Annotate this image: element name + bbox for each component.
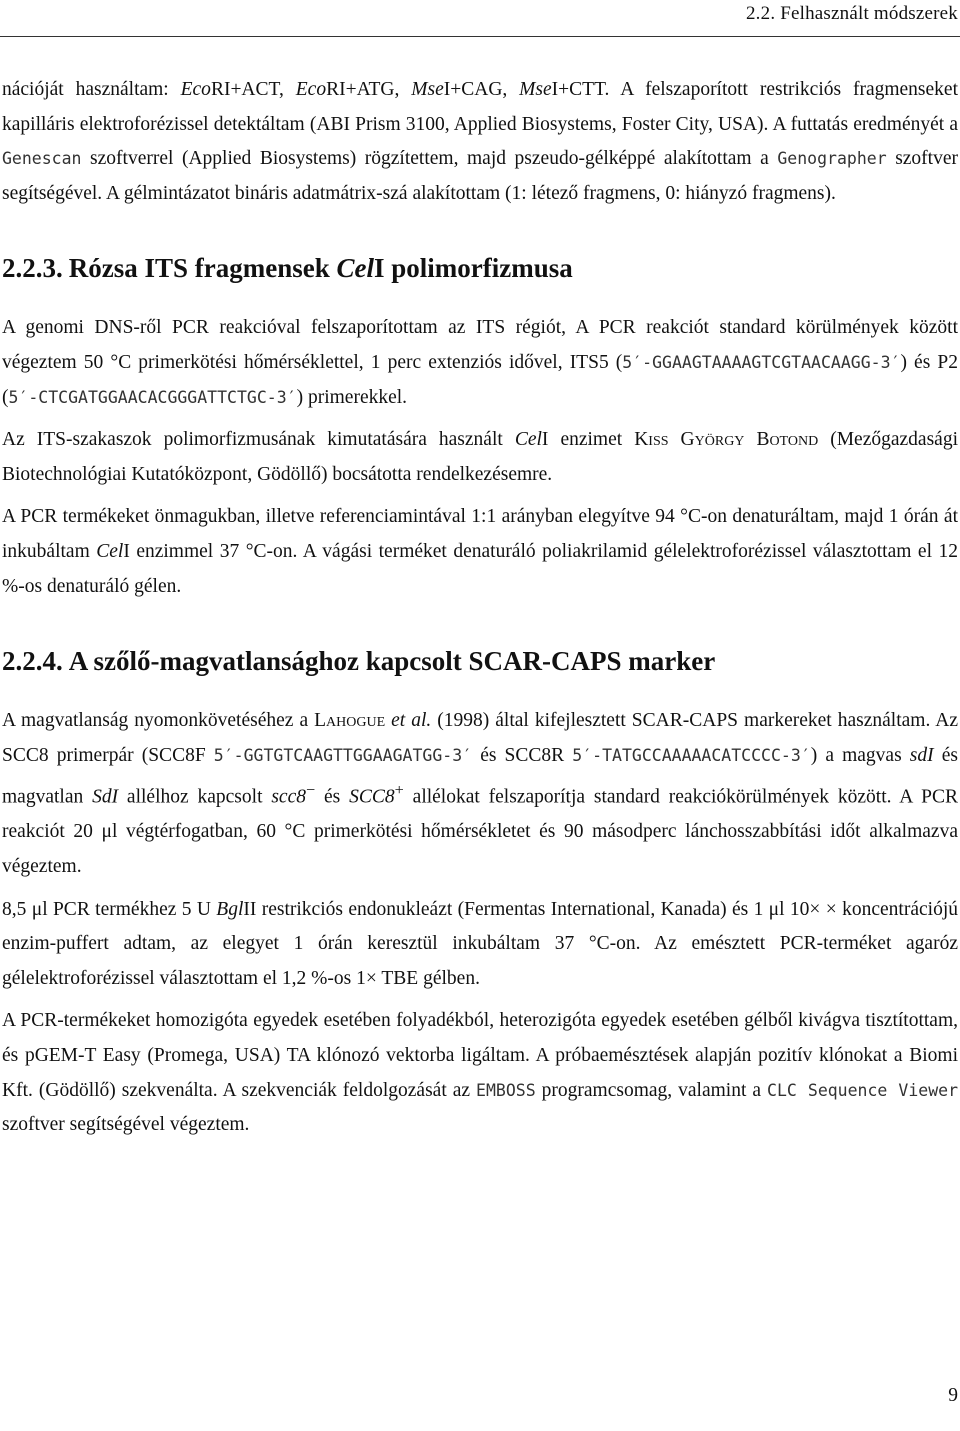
- enzyme-name: Mse: [411, 79, 444, 100]
- paragraph-restriction-digest: [2, 893, 958, 997]
- text: I enzimmel 37 °C-on. A vágási terméket denaturáló poliakrilamid gélelektroforézissel választottam el 12 %-os denaturáló gélen.: [2, 540, 958, 597]
- enzyme-name: Eco: [180, 79, 211, 100]
- paragraph-scar-caps: [2, 704, 958, 884]
- enzyme-name: Bgl: [216, 898, 244, 920]
- text: szoftverrel (Applied Biosystems) rögzítettem, majd pszeudo-gélképpé alakítottam a: [81, 148, 778, 170]
- text: I+CTT. A felszaporított restrikciós fragmenseket kapilláris elektroforézissel detektáltam (ABI Prism 3100, Applied Biosystems, Foster City, USA). A futtatás eredményét a: [2, 79, 958, 135]
- page-body: [2, 73, 958, 1151]
- text: és: [315, 786, 350, 808]
- text: és magvatlan: [2, 744, 959, 808]
- page-number: 9: [948, 1385, 958, 1406]
- text: A genomi DNS-ről PCR reakcióval felszaporítottam az ITS régiót, A PCR reakciót standard körülmények között végeztem 50 °C primerkötési hőmérséklettel, 1 perc extenziós idővel, ITS5 (: [2, 317, 958, 373]
- section-title: A szőlő-magvatlansághoz kapcsolt SCAR-CAPS marker: [68, 646, 716, 677]
- section-number: 2.2.3.: [2, 253, 63, 284]
- allele-name: sdI: [909, 744, 934, 766]
- author-name: Lahogue: [314, 710, 386, 732]
- text: és SCC8R: [472, 744, 573, 766]
- text: allélhoz kapcsolt: [118, 786, 272, 808]
- text: ) primerekkel.: [296, 386, 408, 408]
- text: szoftver segítségével végeztem.: [2, 1114, 250, 1136]
- enzyme-name: Mse: [519, 79, 552, 100]
- text: A magvatlanság nyomonkövetéséhez a: [2, 710, 315, 732]
- header-rule: [0, 36, 960, 37]
- superscript: −: [306, 781, 316, 800]
- enzyme-name: Cel: [96, 540, 124, 562]
- paragraph-its-pcr: [2, 311, 958, 415]
- text: A PCR termékeket önmagukban, illetve referenciamintával 1:1 arányban elegyítve 94 °C-on denaturáltam, majd 1 órán át inkubáltam: [2, 506, 958, 562]
- software-name: Genescan: [2, 149, 82, 169]
- et-al: et al.: [391, 710, 432, 732]
- text: 8,5 μl PCR termékhez 5 U: [2, 898, 217, 920]
- text: RI+ATG,: [326, 79, 412, 100]
- section-number: 2.2.4.: [2, 646, 63, 677]
- enzyme-name: Eco: [295, 79, 327, 100]
- section-title: Rózsa ITS fragmensek: [68, 253, 337, 284]
- text: ) a magvas: [810, 744, 910, 766]
- section-heading-scar-caps: [2, 644, 958, 678]
- text: allélokat felszaporítja standard reakciókörülmények között. A PCR reakciót 20 μl végtérfogatban, 60 °C primerkötési hőmérsékletet és 90 másodperc lánchosszabbítási időt alkalmazva végeztem.: [2, 786, 959, 877]
- text: RI+ACT,: [210, 79, 296, 100]
- section-heading-its: [2, 251, 958, 285]
- software-name: EMBOSS: [476, 1080, 536, 1100]
- section-title: I polimorfizmusa: [374, 253, 573, 284]
- text: szoftver segítségével. A gélmintázatot bináris adatmátrix-szá alakítottam (1: létező fragmens, 0: hiányzó fragmens).: [2, 148, 958, 204]
- text: I enzimet: [541, 429, 635, 451]
- primer-sequence: 5′-CTCGATGGAACACGGGATTCTGC-3′: [8, 387, 297, 407]
- text: Az ITS-szakaszok polimorfizmusának kimutatására használt: [2, 429, 515, 451]
- software-name: Genographer: [777, 149, 887, 169]
- text: (1998) által kifejlesztett SCAR-CAPS markereket használtam. Az SCC8 primerpár (SCC8F: [2, 710, 958, 766]
- text: I+CAG,: [443, 79, 520, 100]
- text: II restrikciós endonukleázt (Fermentas International, Kanada) és 1 μl 10× × koncentrációjú enzim-puffert adtam, az elegyet 1 órán keresztül inkubáltam 37 °C-on. Az emésztett PCR-terméket agaróz gélelektroforézissel választottam el 1,2 %-os 1× TBE gélben.: [2, 898, 958, 989]
- software-name: CLC Sequence Viewer: [767, 1080, 959, 1100]
- paragraph-denaturation: [2, 500, 958, 604]
- enzyme-name: Cel: [514, 429, 542, 451]
- allele-name: SCC8: [349, 786, 395, 808]
- text: nációját használtam:: [2, 79, 181, 100]
- text: (Mezőgazdasági Biotechnológiai Kutatóközpont, Gödöllő) bocsátotta rendelkezésemre.: [2, 429, 958, 485]
- text: ) és P2 (: [2, 351, 958, 408]
- text: programcsomag, valamint a: [535, 1079, 768, 1101]
- text: A PCR-termékeket homozigóta egyedek esetében folyadékból, heterozigóta egyedek esetében gélből kivágva tisztítottam, és pGEM-T Easy (Promega, USA) TA klónozó vektorba ligáltam. A próbaemésztések alapján pozitív klónokat a Biomi Kft. (Gödöllő) szekvenálta. A szekvenciák feldolgozását az: [2, 1010, 958, 1101]
- primer-sequence: 5′-GGAAGTAAAAGTCGTAACAAGG-3′: [622, 352, 901, 372]
- running-header: 2.2. Felhasznált módszerek: [745, 3, 958, 24]
- primer-sequence: 5′-GGTGTCAAGTTGGAAGATGG-3′: [213, 745, 473, 765]
- person-name: Kiss György Botond: [634, 429, 819, 451]
- allele-name: scc8: [271, 786, 306, 808]
- paragraph-cel-enzyme: [2, 423, 958, 492]
- section-title-italic: Cel: [336, 253, 374, 284]
- allele-name: SdI: [92, 786, 119, 808]
- superscript: +: [394, 781, 404, 800]
- primer-sequence: 5′-TATGCCAAAAACATCCCC-3′: [572, 745, 811, 765]
- paragraph-cloning: [2, 1004, 958, 1142]
- paragraph-aflp-detection: [2, 73, 958, 211]
